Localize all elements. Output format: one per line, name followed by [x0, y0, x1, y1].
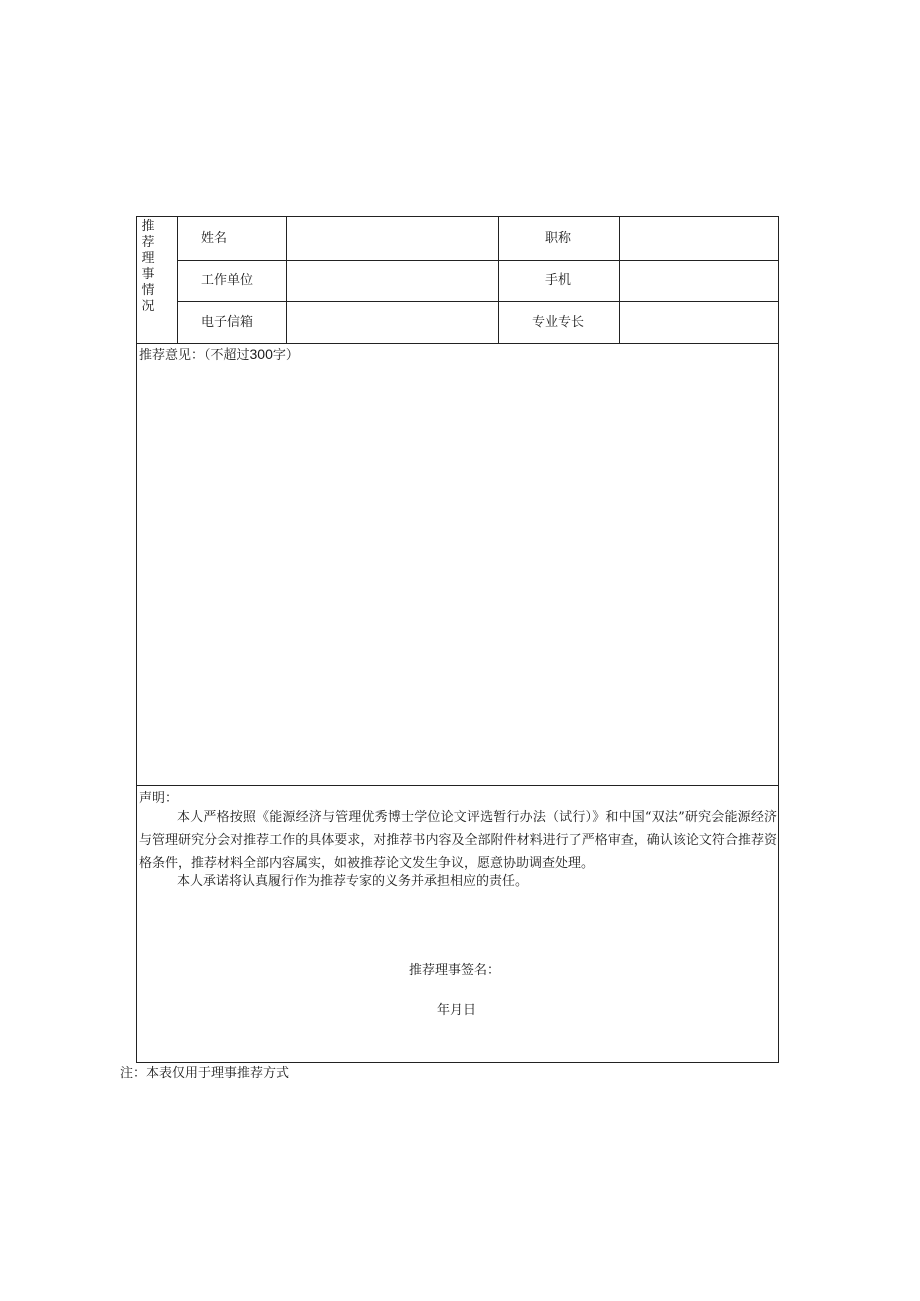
declaration-paragraph-2: 本人承诺将认真履行作为推荐专家的义务并承担相应的责任。	[177, 874, 529, 889]
referee-info-section-label: 推 荐 理 事 情 况	[141, 219, 155, 314]
row-divider-2	[177, 301, 778, 302]
specialty-label: 专业专长	[532, 315, 585, 330]
signature-label: 推荐理事签名：	[409, 963, 501, 978]
recommendation-form	[136, 216, 779, 1063]
footnote: 注：本表仅用于理事推荐方式	[120, 1066, 290, 1081]
opinion-section-bottom	[137, 785, 778, 786]
col-divider-field-label	[286, 217, 287, 343]
row-divider-1	[177, 260, 778, 261]
specialty-field[interactable]	[627, 315, 772, 331]
mobile-label: 手机	[545, 273, 572, 288]
info-section-bottom	[137, 343, 778, 344]
declaration-heading: 声明：	[139, 791, 179, 806]
email-field[interactable]	[293, 315, 493, 331]
col-divider-field-label-right	[619, 217, 620, 343]
date-label: 年月日	[437, 1003, 477, 1018]
title-field[interactable]	[627, 231, 772, 247]
col-divider-value-left	[498, 217, 499, 343]
opinion-field[interactable]	[139, 365, 775, 777]
name-field[interactable]	[293, 231, 493, 247]
title-label: 职称	[545, 231, 572, 246]
work-unit-field[interactable]	[293, 273, 493, 289]
work-unit-label: 工作单位	[201, 273, 254, 288]
declaration-paragraph-1: 本人严格按照《能源经济与管理优秀博士学位论文评选暂行办法（试行）》和中国“双法”研究会能源经济与管理研究分会对推荐工作的具体要求，对推荐书内容及全部附件材料进行了严格审查，确认该论文符合推荐资格条件，推荐材料全部内容属实，如被推荐论文发生争议，愿意协助调查处理。	[139, 810, 777, 871]
opinion-label: 推荐意见：（不超过300字）	[139, 346, 299, 363]
col-divider-label	[177, 217, 178, 343]
mobile-field[interactable]	[627, 273, 772, 289]
name-label: 姓名	[201, 231, 228, 246]
email-label: 电子信箱	[201, 315, 254, 330]
